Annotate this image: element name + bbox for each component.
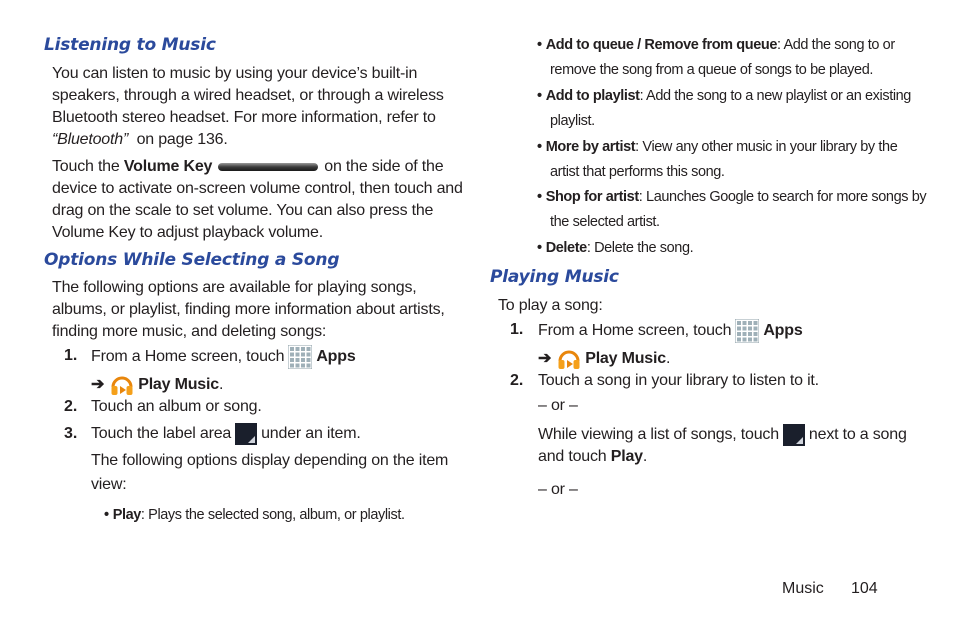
text-fragment: . xyxy=(642,448,648,466)
label-area-icon[interactable] xyxy=(783,424,805,446)
text-line: playlist. xyxy=(550,113,595,129)
step-1 xyxy=(91,345,356,397)
option-label: Add to playlist xyxy=(545,88,640,104)
bullet-add-to-playlist xyxy=(537,84,911,134)
paragraph-intro xyxy=(52,63,444,151)
option-label: Shop for artist xyxy=(545,189,639,205)
bullet-dot: • xyxy=(537,37,542,53)
text-fragment: on the side of the xyxy=(324,158,444,175)
paragraph-options xyxy=(52,277,445,343)
footer-page-number: 104 xyxy=(851,580,878,597)
option-description: : Plays the selected song, album, or playlist. xyxy=(140,507,405,523)
option-description: : Delete the song. xyxy=(586,240,694,256)
text-line xyxy=(52,156,463,178)
play-music-headphones-icon[interactable] xyxy=(110,373,134,397)
text-line xyxy=(537,185,926,210)
text-line: Volume Key to adjust playback volume. xyxy=(52,224,323,241)
text-fragment: . xyxy=(665,350,671,368)
heading-listening-to-music: Listening to Music xyxy=(44,35,216,55)
text-line: speakers, through a wired headset, or through a wireless xyxy=(52,87,444,104)
or-separator: – or – xyxy=(538,481,578,498)
option-description: : Add the song to a new playlist or an existing xyxy=(639,88,911,104)
text-line: You can listen to music by using your device’s built-in xyxy=(52,65,418,82)
play-step-1 xyxy=(538,319,803,371)
bullet-delete xyxy=(537,236,693,261)
step-3 xyxy=(91,423,448,497)
text-line: the selected artist. xyxy=(550,214,660,230)
bullet-play xyxy=(104,503,405,528)
bullet-add-to-queue xyxy=(537,33,895,83)
step-number: 1. xyxy=(64,347,78,364)
apps-grid-icon[interactable] xyxy=(288,345,312,369)
text-line: artist that performs this song. xyxy=(550,164,725,180)
step-number: 2. xyxy=(64,398,78,415)
apps-label: Apps xyxy=(316,348,356,366)
bullet-dot: • xyxy=(104,507,109,523)
text-fragment: Touch the label area xyxy=(91,425,232,443)
heading-playing-music: Playing Music xyxy=(490,267,619,287)
option-label: More by artist xyxy=(545,139,636,155)
paragraph-to-play: To play a song: xyxy=(498,297,603,314)
option-label: Delete xyxy=(545,240,587,256)
text-line: The following options display depending on the item xyxy=(91,452,449,470)
play-step-2-alt xyxy=(538,424,907,468)
option-label: Play xyxy=(112,507,141,523)
play-music-headphones-icon[interactable] xyxy=(557,347,581,371)
bullet-dot: • xyxy=(537,139,542,155)
apps-label: Apps xyxy=(763,322,803,340)
bullet-dot: • xyxy=(537,189,542,205)
play-music-label: Play Music xyxy=(138,376,219,394)
footer-section-name: Music xyxy=(782,580,824,597)
play-step-2: Touch a song in your library to listen to it. xyxy=(538,372,819,389)
bullet-more-by-artist xyxy=(537,135,897,185)
text-line xyxy=(538,424,907,446)
option-description: : Launches Google to search for more songs by xyxy=(638,189,927,205)
label-area-icon[interactable] xyxy=(235,423,257,445)
step-number: 2. xyxy=(510,372,524,389)
option-description: : View any other music in your library by the xyxy=(635,139,898,155)
text-line xyxy=(91,345,356,369)
text-line xyxy=(538,319,803,343)
link-bluetooth[interactable]: “Bluetooth” xyxy=(52,131,129,148)
option-label: Add to queue / Remove from queue xyxy=(545,37,777,53)
paragraph-volume xyxy=(52,156,463,244)
arrow-icon: ➔ xyxy=(91,376,105,394)
text-line xyxy=(91,373,356,397)
step-number: 3. xyxy=(64,425,78,442)
arrow-icon: ➔ xyxy=(538,350,552,368)
option-description: : Add the song to or xyxy=(777,37,895,53)
text-fragment: While viewing a list of songs, touch xyxy=(538,426,779,444)
text-fragment: Touch the xyxy=(52,158,120,175)
text-line xyxy=(538,347,803,371)
text-fragment: under an item. xyxy=(261,425,361,443)
text-fragment: From a Home screen, touch xyxy=(538,322,732,340)
text-fragment: . xyxy=(218,376,224,394)
volume-key-icon xyxy=(218,163,318,171)
step-2: Touch an album or song. xyxy=(91,398,262,415)
volume-key-label: Volume Key xyxy=(123,158,213,175)
text-line xyxy=(537,135,897,160)
heading-options-selecting-song: Options While Selecting a Song xyxy=(44,250,340,270)
play-label: Play xyxy=(610,448,643,466)
text-fragment: and touch xyxy=(538,448,607,466)
text-line xyxy=(52,129,444,151)
bullet-dot: • xyxy=(537,88,542,104)
text-line: view: xyxy=(91,476,127,494)
text-line xyxy=(537,33,895,58)
text-line: Bluetooth stereo headset. For more information, refer to xyxy=(52,109,436,126)
text-fragment: From a Home screen, touch xyxy=(91,348,285,366)
apps-grid-icon[interactable] xyxy=(735,319,759,343)
step-number: 1. xyxy=(510,321,524,338)
text-line: albums, or playlist, finding more information about artists, xyxy=(52,301,445,318)
text-fragment: on page 136. xyxy=(136,131,228,148)
text-line xyxy=(537,84,911,109)
text-line xyxy=(538,446,907,468)
text-line: device to activate on-screen volume control, then touch and xyxy=(52,180,463,197)
text-fragment: next to a song xyxy=(808,426,907,444)
text-line: finding more music, and deleting songs: xyxy=(52,323,327,340)
text-line: drag on the scale to set volume. You can also press the xyxy=(52,202,434,219)
play-music-label: Play Music xyxy=(585,350,666,368)
text-line: The following options are available for playing songs, xyxy=(52,279,417,296)
or-separator: – or – xyxy=(538,397,578,414)
bullet-dot: • xyxy=(537,240,542,256)
text-line xyxy=(91,423,448,445)
bullet-shop-for-artist xyxy=(537,185,926,235)
text-line: remove the song from a queue of songs to be played. xyxy=(550,62,873,78)
